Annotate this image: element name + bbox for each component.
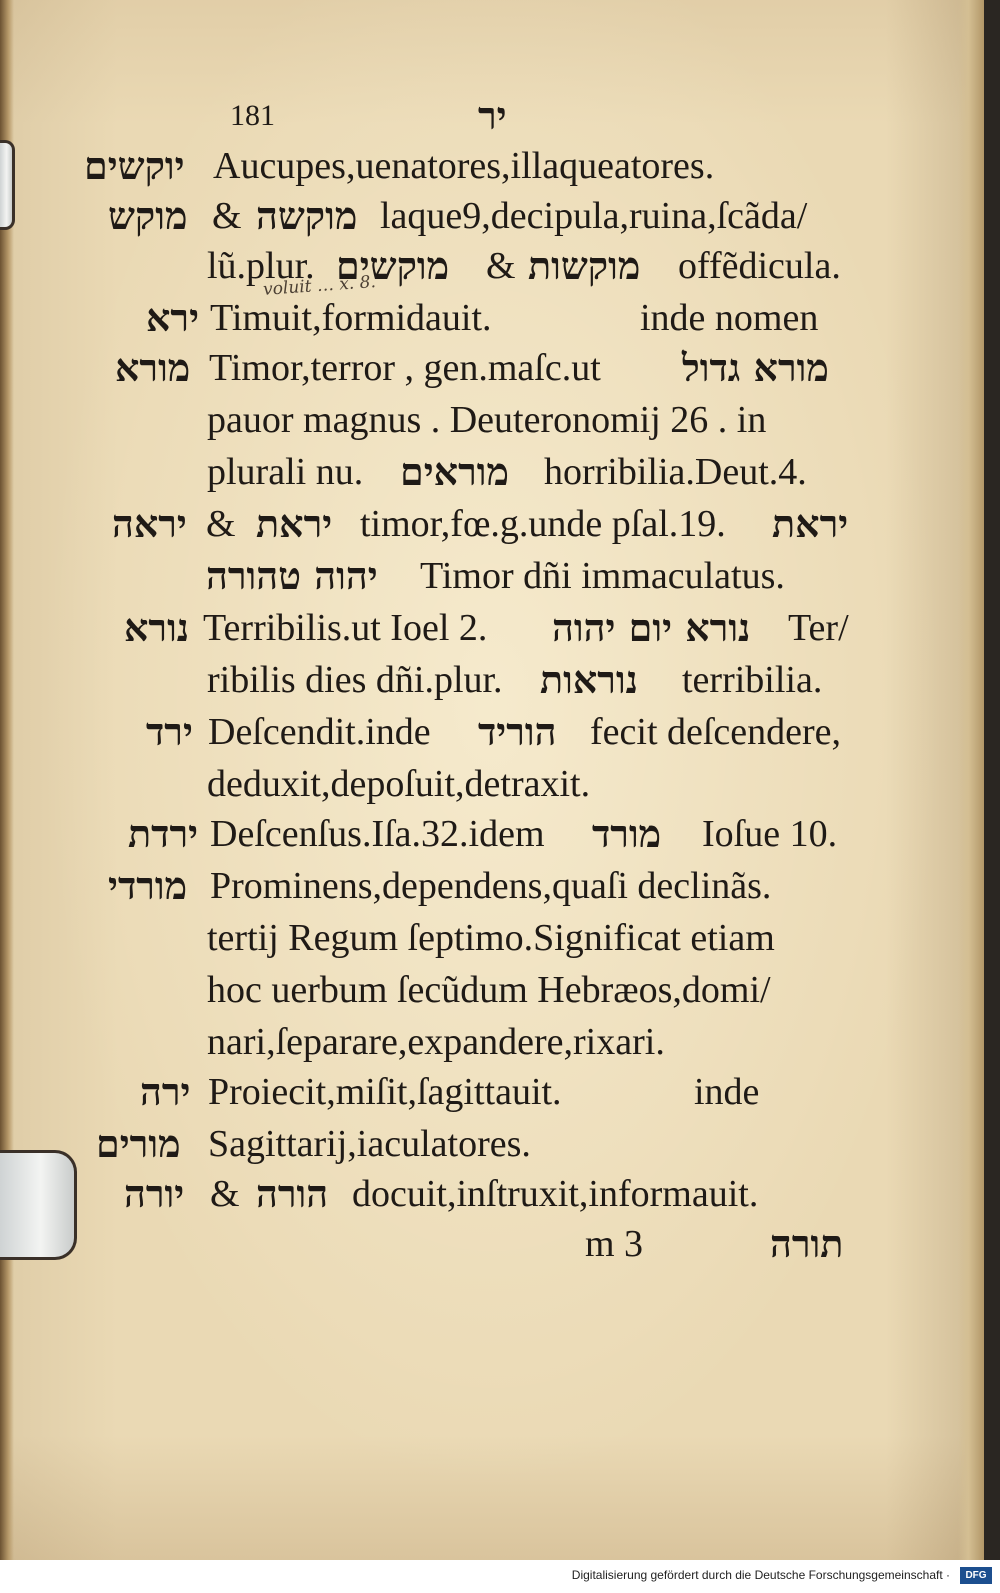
hebrew-word: יראת	[256, 501, 333, 546]
hebrew-word: יראת	[772, 501, 849, 546]
text-line	[0, 394, 984, 446]
latin-text: ribilis dies dñi.plur.	[207, 659, 503, 701]
latin-text: Proiecit,miſit,ſagittauit.	[208, 1071, 562, 1113]
hebrew-word: ירא	[146, 295, 200, 340]
text-line	[0, 706, 984, 758]
ampersand: &	[210, 1173, 240, 1215]
text-line	[0, 498, 984, 550]
ampersand: &	[486, 245, 516, 287]
latin-text: Prominens,dependens,quaſi declinãs.	[210, 865, 772, 907]
latin-text: inde	[694, 1071, 760, 1113]
hebrew-word: הוריד	[478, 709, 557, 754]
ampersand: &	[212, 195, 242, 237]
hebrew-word: נוראות	[540, 657, 639, 702]
page-header	[0, 90, 984, 142]
latin-text: Timor dñi immaculatus.	[420, 555, 785, 597]
text-line	[0, 446, 984, 498]
text-line	[0, 758, 984, 810]
text-line	[0, 808, 984, 860]
latin-text: Ioſue 10.	[702, 813, 838, 855]
text-line	[0, 602, 984, 654]
latin-text: Sagittarij,iaculatores.	[208, 1123, 531, 1165]
text-line	[0, 190, 984, 242]
latin-text: inde nomen	[640, 297, 819, 339]
latin-text: nari,ſeparare,expandere,rixari.	[207, 1021, 665, 1063]
latin-text: Deſcendit.inde	[208, 711, 431, 753]
text-line	[0, 342, 984, 394]
hebrew-word: מורדי	[108, 863, 188, 908]
hebrew-word: מוקש	[108, 193, 188, 238]
latin-text: Aucupes,uenatores,illaqueatores.	[213, 145, 715, 187]
hebrew-word: מוראים	[400, 449, 509, 494]
latin-text: horribilia.Deut.4.	[544, 451, 807, 493]
text-line	[0, 1066, 984, 1118]
text-line	[0, 860, 984, 912]
hebrew-word: ירה	[140, 1069, 191, 1114]
text-line	[0, 140, 984, 192]
text-line	[0, 1168, 984, 1220]
latin-text: Ter/	[788, 607, 849, 649]
latin-text: lũ.plur.	[207, 245, 315, 287]
hebrew-word: ירדת	[128, 811, 199, 856]
hebrew-word: מורא גדול	[682, 345, 829, 390]
hebrew-word: יהוה טהורה	[206, 553, 378, 598]
latin-text: Timuit,formidauit.	[210, 297, 492, 339]
text-line	[0, 964, 984, 1016]
latin-text: laque9,decipula,ruina,ſcãda/	[380, 195, 808, 237]
hebrew-word: הורה	[256, 1171, 329, 1216]
latin-text: deduxit,depoſuit,detraxit.	[207, 763, 591, 805]
latin-text: offẽdicula.	[678, 245, 841, 287]
latin-text: docuit,inſtruxit,informauit.	[352, 1173, 759, 1215]
hebrew-word: ירד	[146, 709, 193, 754]
hebrew-word: יורה	[124, 1171, 185, 1216]
digitization-footer	[0, 1560, 1000, 1593]
page-foot-line	[0, 1218, 984, 1270]
hebrew-word: יראה	[112, 501, 187, 546]
latin-text: hoc uerbum ſecũdum Hebræos,domi/	[207, 969, 771, 1011]
text-line	[0, 912, 984, 964]
text-line	[0, 1016, 984, 1068]
latin-text: tertij Regum ſeptimo.Significat etiam	[207, 917, 775, 959]
ampersand: &	[206, 503, 236, 545]
latin-text: plurali nu.	[207, 451, 364, 493]
latin-text: Terribilis.ut Ioel 2.	[203, 607, 488, 649]
signature-mark: m 3	[585, 1223, 644, 1265]
text-line	[0, 292, 984, 344]
handwritten-margin-note: voluit … x. 8.	[262, 272, 377, 300]
hebrew-word: מורא	[115, 345, 191, 390]
hebrew-word: מורד	[592, 811, 662, 856]
hebrew-word: מוקשה	[256, 193, 358, 238]
latin-text: pauor magnus . Deuteronomij 26 . in	[207, 399, 767, 441]
latin-text: fecit deſcendere,	[590, 711, 842, 753]
page-header-hebrew: יר	[478, 93, 507, 138]
latin-text: Timor,terror , gen.maſc.ut	[209, 347, 601, 389]
catchword: תורה	[770, 1221, 844, 1266]
hebrew-word: מוקשים	[336, 243, 450, 288]
hebrew-word: מורים	[96, 1121, 181, 1166]
hebrew-word: מוקשות	[528, 243, 641, 288]
hebrew-word: נורא	[124, 605, 190, 650]
text-line	[0, 654, 984, 706]
text-line	[0, 240, 984, 292]
hebrew-word: יוקשים	[84, 143, 185, 188]
text-line	[0, 1118, 984, 1170]
hebrew-word: נורא יום יהוה	[552, 605, 751, 650]
text-line	[0, 550, 984, 602]
latin-text: terribilia.	[682, 659, 823, 701]
latin-text: Deſcenſus.Iſa.32.idem	[210, 813, 545, 855]
latin-text: timor,fœ.g.unde pſal.19.	[360, 503, 726, 545]
dfg-logo: DFG	[960, 1567, 992, 1584]
page-number: 181	[230, 99, 275, 132]
footer-credit: Digitalisierung gefördert durch die Deutsche Forschungsgemeinschaft ·	[571, 1568, 950, 1582]
